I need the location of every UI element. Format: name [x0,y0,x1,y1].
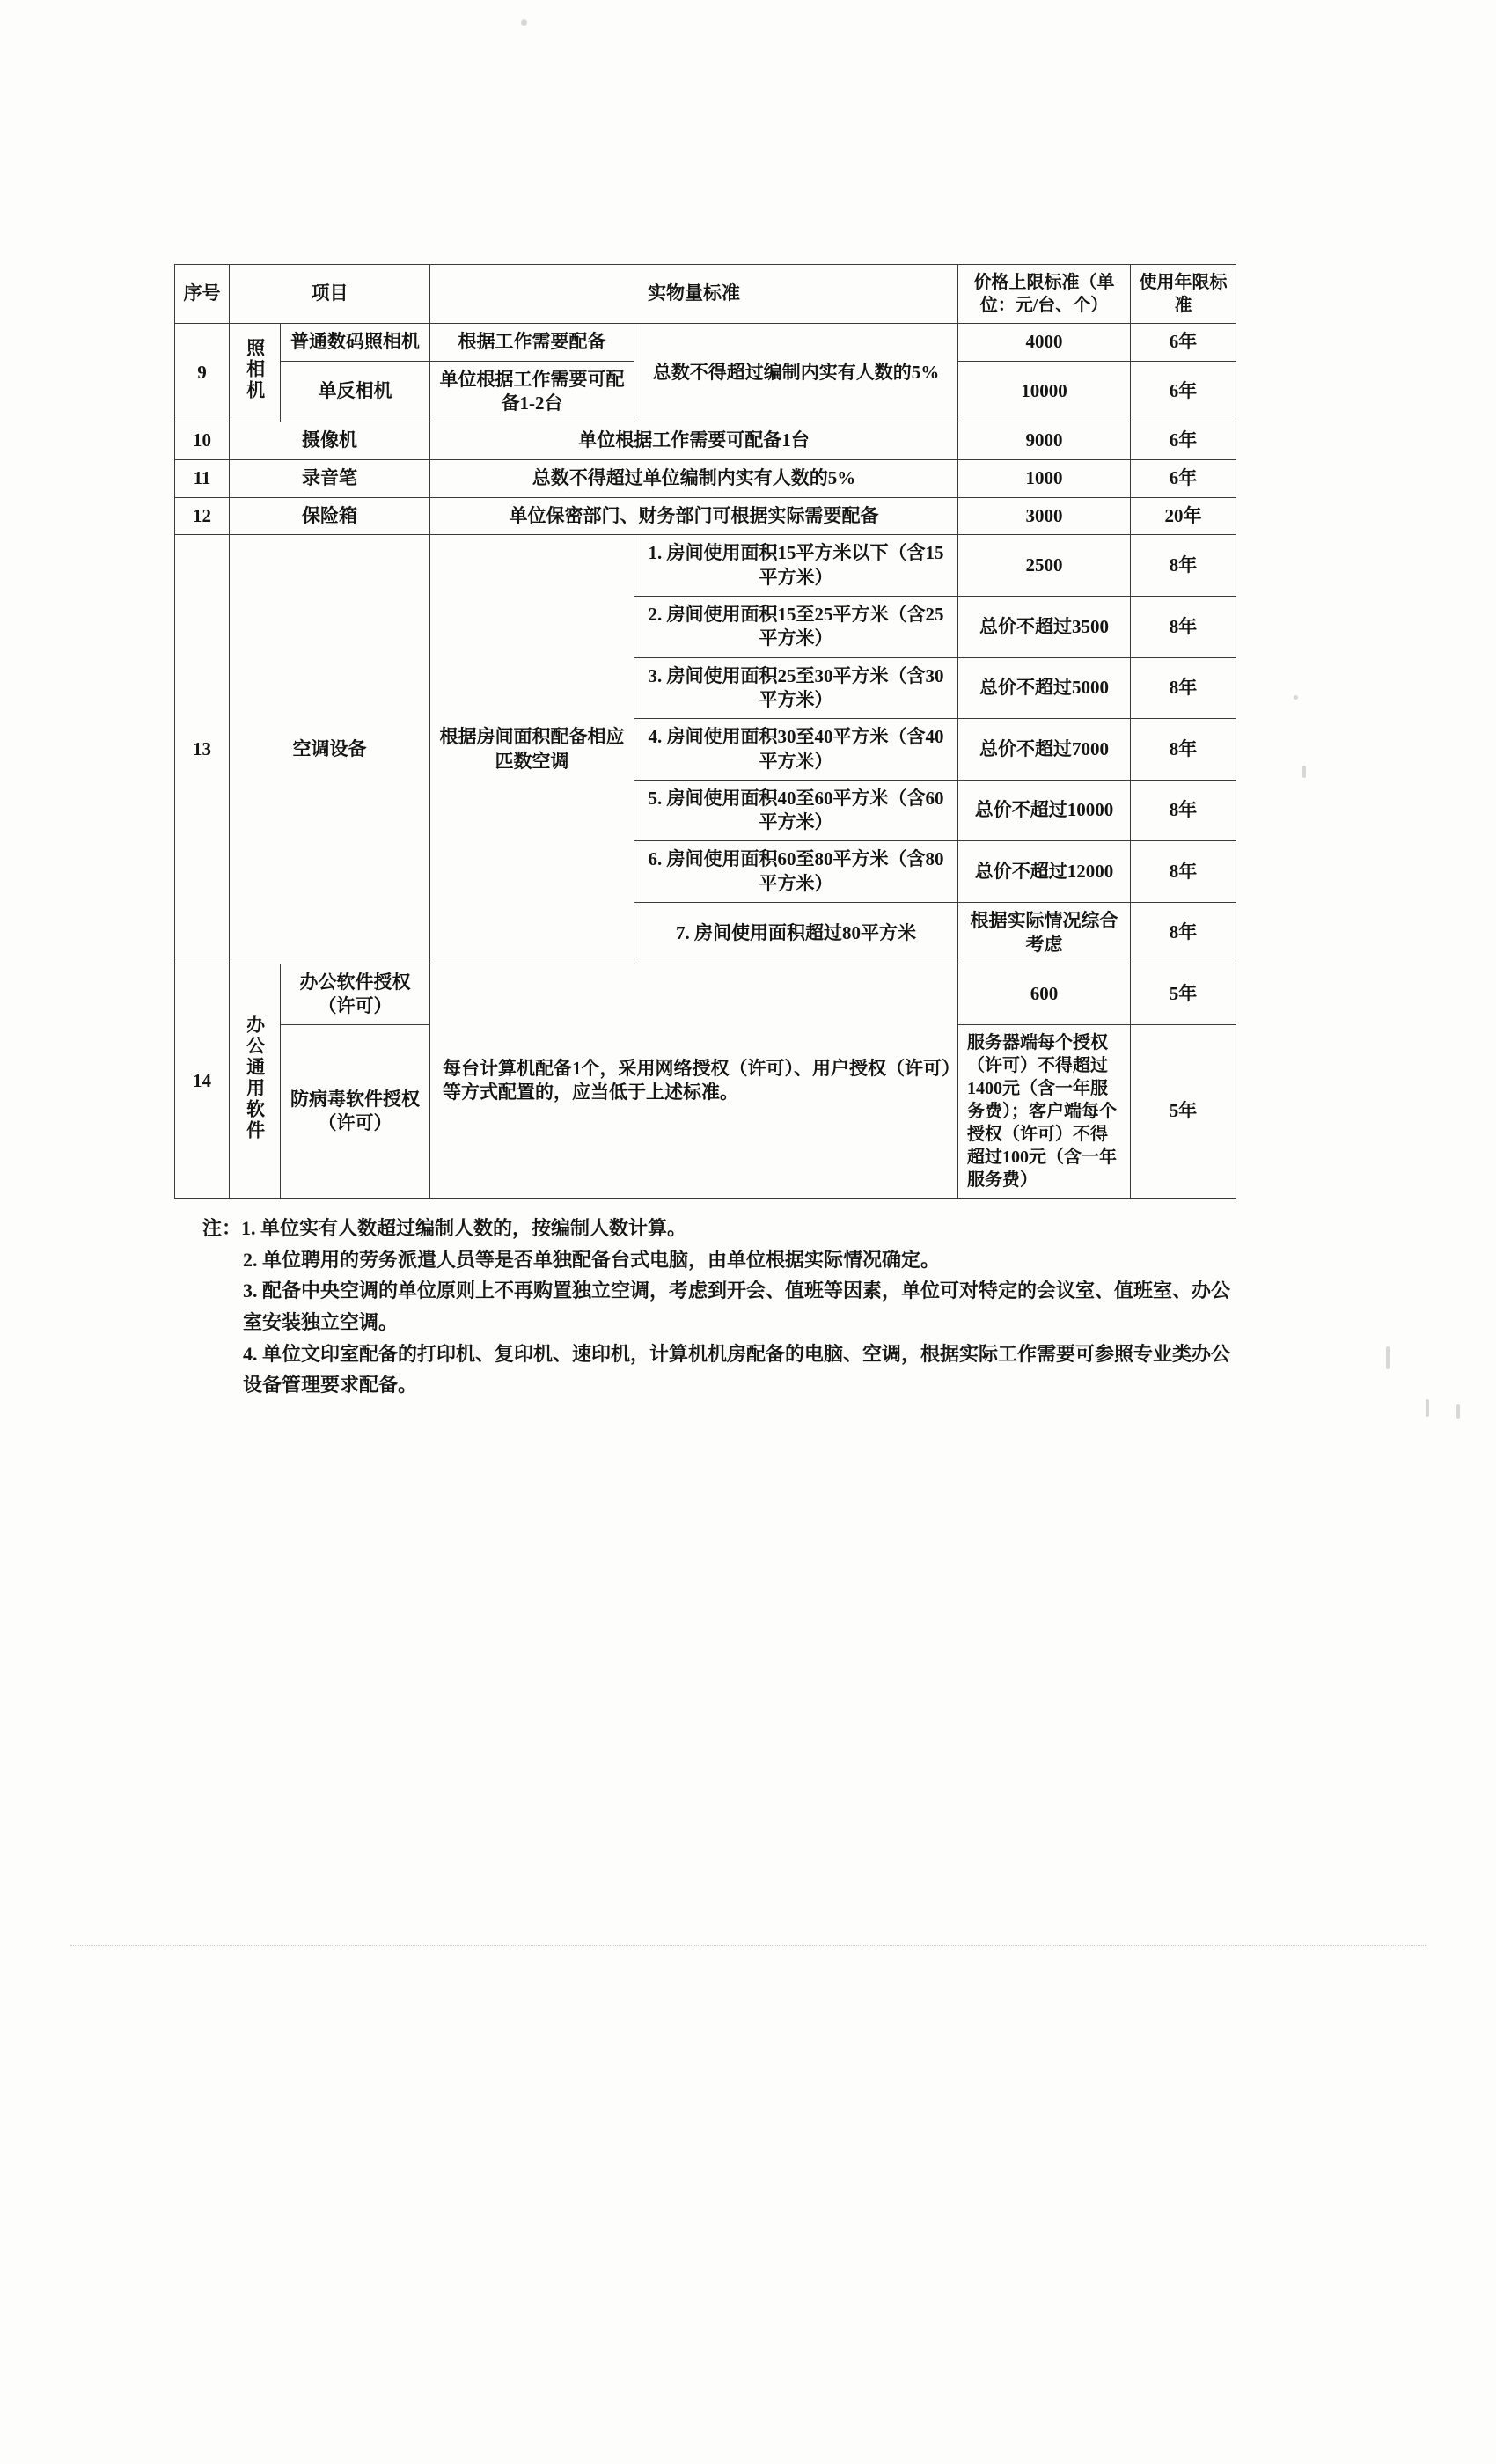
cell-years: 8年 [1131,535,1236,597]
cell-spec: 5. 房间使用面积40至60平方米（含60平方米） [634,780,958,841]
cell-price: 3000 [958,497,1131,535]
header-years: 使用年限标准 [1131,265,1236,324]
table-row [175,964,1236,1025]
cell-years: 8年 [1131,719,1236,781]
table-row [175,422,1236,460]
cell-price: 4000 [958,324,1131,362]
notes-block [174,1213,1241,1401]
cell-group-software: 办公通用软件 [230,964,281,1199]
cell-spec-merged: 总数不得超过编制内实有人数的5% [634,324,958,422]
cell-years: 8年 [1131,597,1236,658]
cell-spec: 4. 房间使用面积30至40平方米（含40平方米） [634,719,958,781]
cell-spec-merged: 每台计算机配备1个，采用网络授权（许可）、用户授权（许可）等方式配置的，应当低于上述标准。 [430,964,958,1199]
cell-seq: 11 [175,460,230,498]
cell-years: 6年 [1131,324,1236,362]
table-row [175,497,1236,535]
cell-price: 9000 [958,422,1131,460]
table-row [175,460,1236,498]
cell-spec: 单位保密部门、财务部门可根据实际需要配备 [430,497,958,535]
cell-seq: 9 [175,324,230,422]
cell-item: 保险箱 [230,497,430,535]
cell-item: 空调设备 [230,535,430,964]
header-spec: 实物量标准 [430,265,958,324]
notes-line: 注：1. 单位实有人数超过编制人数的，按编制人数计算。 [202,1217,687,1240]
cell-years: 5年 [1131,1025,1236,1199]
cell-price: 服务器端每个授权（许可）不得超过1400元（含一年服务费）；客户端每个授权（许可）不得超过100元（含一年服务费） [958,1025,1131,1199]
cell-price: 10000 [958,361,1131,422]
cell-years: 6年 [1131,460,1236,498]
notes-line: 4. 单位文印室配备的打印机、复印机、速印机，计算机机房配备的电脑、空调，根据实际工作需要可参照专业类办公设备管理要求配备。 [243,1342,1231,1397]
header-item: 项目 [230,265,430,324]
cell-years: 8年 [1131,903,1236,964]
cell-price: 根据实际情况综合考虑 [958,903,1131,964]
cell-spec: 单位根据工作需要可配备1台 [430,422,958,460]
header-price: 价格上限标准（单位：元/台、个） [958,265,1131,324]
cell-years: 20年 [1131,497,1236,535]
notes-line: 2. 单位聘用的劳务派遣人员等是否单独配备台式电脑，由单位根据实际情况确定。 [243,1248,941,1271]
cell-spec: 6. 房间使用面积60至80平方米（含80平方米） [634,841,958,903]
cell-spec-left: 根据工作需要配备 [430,324,634,362]
cell-subitem: 防病毒软件授权（许可） [281,1025,430,1199]
scan-speck [1386,1346,1390,1369]
cell-years: 8年 [1131,657,1236,719]
notes-line: 3. 配备中央空调的单位原则上不再购置独立空调，考虑到开会、值班等因素，单位可对特定的会议室、值班室、办公室安装独立空调。 [243,1280,1231,1334]
notes-label: 注： [202,1217,242,1240]
cell-years: 8年 [1131,841,1236,903]
cell-group-camera: 照相机 [230,324,281,422]
cell-price: 总价不超过5000 [958,657,1131,719]
cell-subitem: 单反相机 [281,361,430,422]
cell-price: 1000 [958,460,1131,498]
cell-spec: 3. 房间使用面积25至30平方米（含30平方米） [634,657,958,719]
scan-speck [521,19,527,26]
cell-price: 总价不超过3500 [958,597,1131,658]
cell-spec-left: 根据房间面积配备相应匹数空调 [430,535,634,964]
cell-seq: 14 [175,964,230,1199]
cell-years: 8年 [1131,780,1236,841]
cell-years: 6年 [1131,422,1236,460]
cell-seq: 10 [175,422,230,460]
cell-years: 5年 [1131,964,1236,1025]
header-seq: 序号 [175,265,230,324]
scan-speck [1426,1399,1429,1417]
cell-years: 6年 [1131,361,1236,422]
cell-spec-left: 单位根据工作需要可配备1-2台 [430,361,634,422]
cell-spec: 2. 房间使用面积15至25平方米（含25平方米） [634,597,958,658]
table-row [175,324,1236,362]
cell-subitem: 办公软件授权（许可） [281,964,430,1025]
document-body [174,264,1318,1401]
cell-seq: 12 [175,497,230,535]
cell-price: 总价不超过7000 [958,719,1131,781]
cell-item: 摄像机 [230,422,430,460]
cell-price: 总价不超过10000 [958,780,1131,841]
table-row [175,535,1236,597]
scan-speck [1456,1404,1460,1419]
cell-price: 总价不超过12000 [958,841,1131,903]
office-equipment-standards-table [174,264,1236,1199]
cell-spec: 7. 房间使用面积超过80平方米 [634,903,958,964]
cell-seq: 13 [175,535,230,964]
page-footer-rule [70,1945,1426,1946]
cell-spec: 总数不得超过单位编制内实有人数的5% [430,460,958,498]
cell-spec: 1. 房间使用面积15平方米以下（含15平方米） [634,535,958,597]
cell-subitem: 普通数码照相机 [281,324,430,362]
table-header-row [175,265,1236,324]
cell-price: 600 [958,964,1131,1025]
cell-item: 录音笔 [230,460,430,498]
cell-price: 2500 [958,535,1131,597]
